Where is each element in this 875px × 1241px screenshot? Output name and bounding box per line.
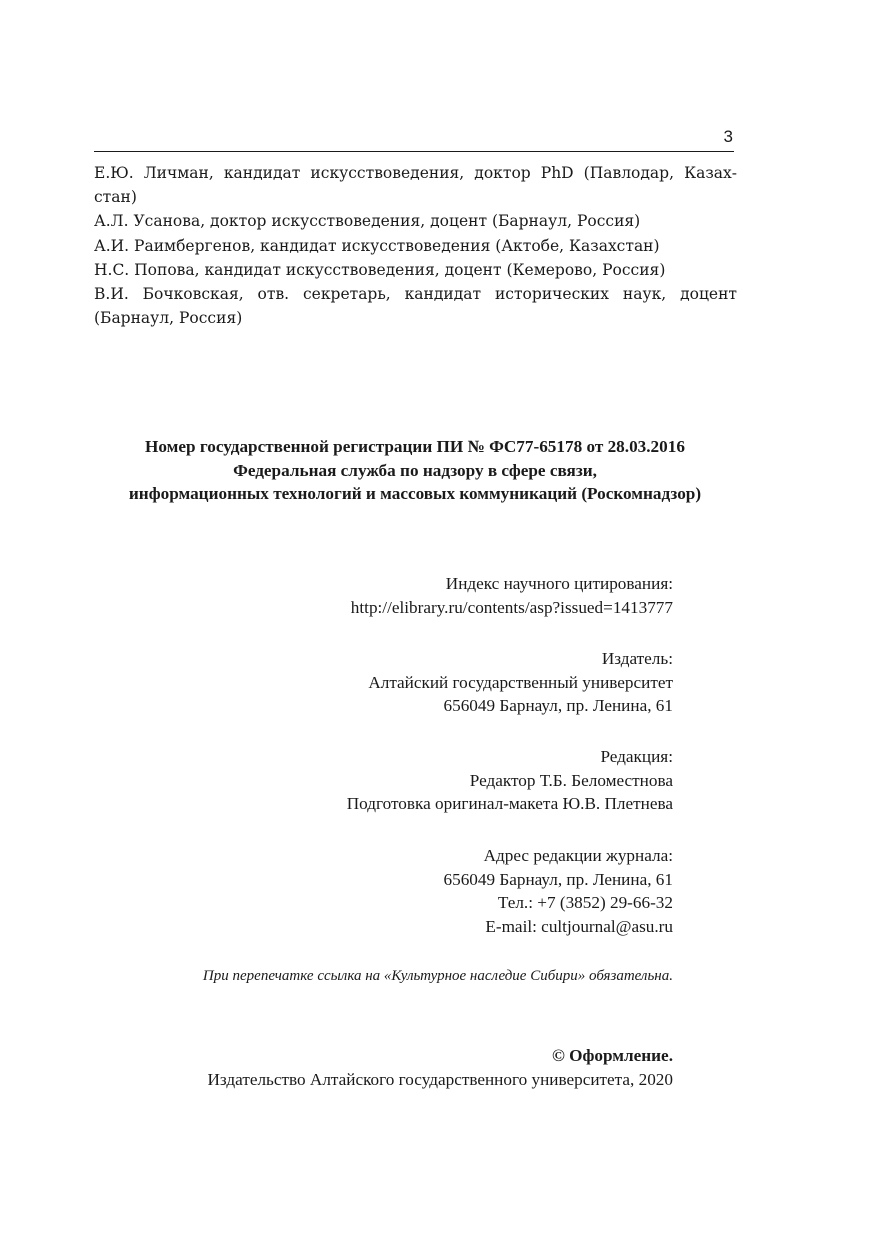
editorial-board-list (94, 161, 737, 330)
copyright-title: © Оформление. (551, 1046, 673, 1065)
journal-address: 656049 Барнаул, пр. Ленина, 61 (443, 869, 673, 889)
reprint-notice: При перепечатке ссылка на «Культурное наследие Сибири» обязательна. (202, 968, 673, 984)
registration-authority: Федеральная служба по надзору в сфере связи, (233, 460, 597, 480)
journal-phone: Тел.: +7 (3852) 29-66-32 (497, 893, 673, 912)
board-member: В.И. Бочковская, отв. секретарь, кандидат исторических наук, доцент (Барнаул, Россия) (94, 285, 737, 328)
publisher-block (368, 647, 673, 718)
header-rule (94, 151, 734, 152)
publisher-label: Издатель: (601, 649, 673, 668)
board-member: А.И. Раимбергенов, кандидат искусствоведения (Актобе, Казахстан) (94, 236, 660, 255)
board-member: Н.С. Попова, кандидат искусствоведения, доцент (Кемерово, Россия) (94, 260, 666, 279)
board-member: А.Л. Усанова, доктор искусствоведения, доцент (Барнаул, Россия) (94, 212, 641, 231)
publisher-address: 656049 Барнаул, пр. Ленина, 61 (443, 696, 673, 715)
registration-number: Номер государственной регистрации ПИ № ФС77-65178 от 28.03.2016 (145, 437, 685, 456)
journal-email[interactable]: E-mail: cultjournal@asu.ru (485, 916, 673, 936)
editor-name: Редактор Т.Б. Беломестнова (469, 770, 673, 790)
page-number: 3 (723, 127, 733, 146)
citation-index-url[interactable]: http://elibrary.ru/contents/asp?issued=1413777 (350, 597, 673, 617)
citation-index-label: Индекс научного цитирования: (445, 574, 673, 593)
registration-authority-cont: информационных технологий и массовых коммуникаций (Роскомнадзор) (128, 484, 702, 503)
copyright-block (208, 1044, 673, 1092)
copyright-holder: Издательство Алтайского государственного университета, 2020 (207, 1070, 673, 1089)
board-member: Е.Ю. Личман, кандидат искусствоведения, доктор PhD (Павлодар, Казах-стан) (94, 164, 737, 207)
editorial-office-label: Редакция: (600, 747, 673, 766)
registration-info (90, 435, 740, 506)
journal-address-block (444, 844, 673, 938)
citation-index-block (351, 572, 673, 619)
layout-preparer: Подготовка оригинал-макета Ю.В. Плетнева (346, 794, 673, 813)
publisher-name: Алтайский государственный университет (368, 672, 673, 692)
journal-address-label: Адрес редакции журнала: (483, 846, 673, 865)
editorial-office-block (347, 745, 673, 816)
